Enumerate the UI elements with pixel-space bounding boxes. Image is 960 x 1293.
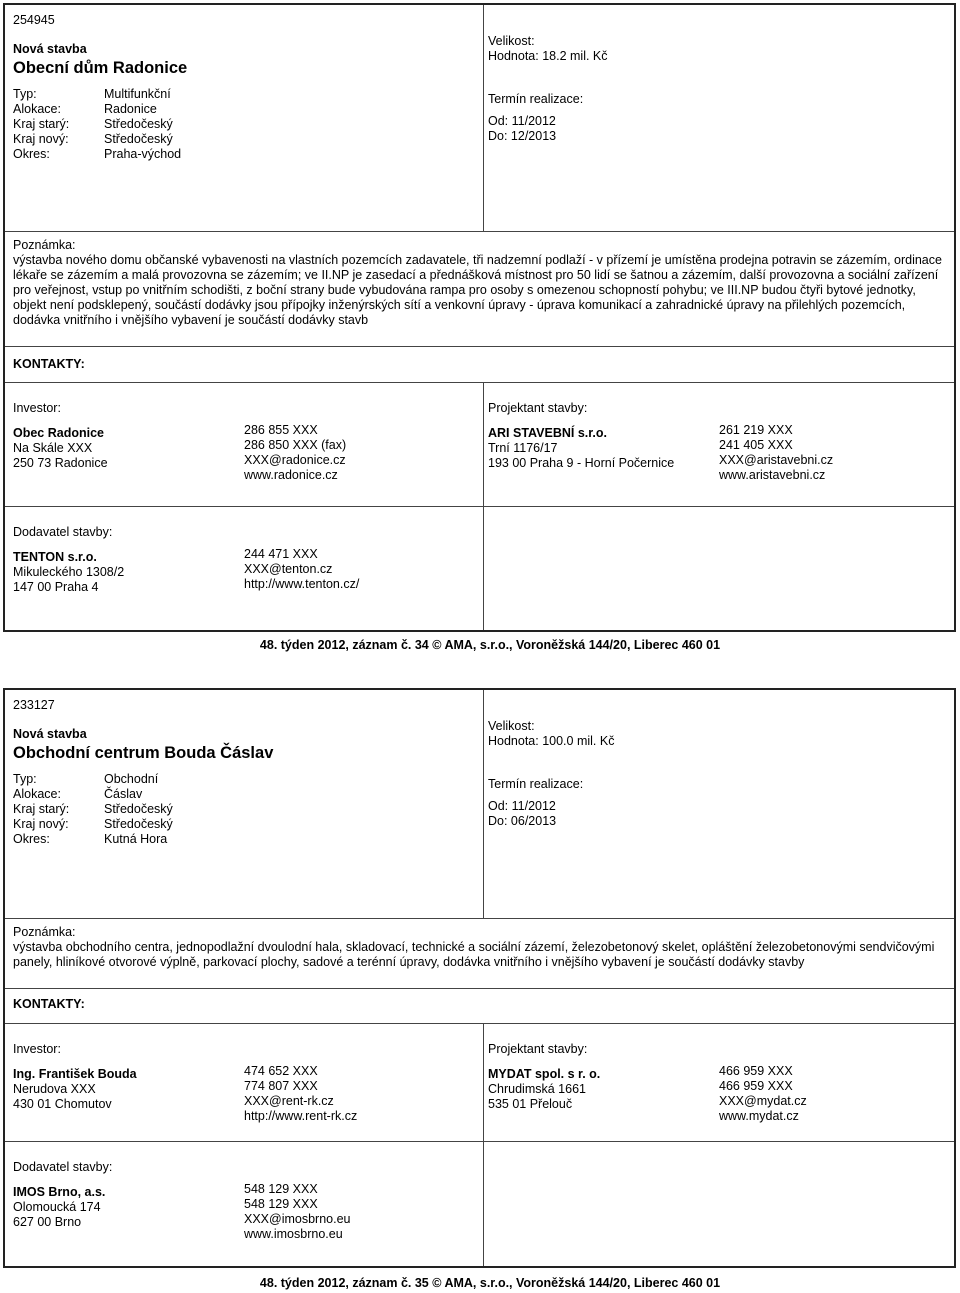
empty-cell (484, 1142, 954, 1266)
attribute-value: Středočeský (104, 117, 173, 131)
designer-label: Projektant stavby: (488, 1042, 588, 1056)
designer-address-line: 535 01 Přelouč (488, 1097, 573, 1111)
attribute-key: Alokace: (13, 102, 61, 116)
designer-info-line: 466 959 XXX (719, 1064, 793, 1078)
project-record (3, 688, 956, 1268)
designer-contact (488, 1064, 954, 1124)
term-from: Od: 11/2012 (488, 799, 556, 813)
size-label: Velikost: (488, 719, 535, 733)
investor-address-line: 250 73 Radonice (13, 456, 108, 470)
attribute-value: Středočeský (104, 802, 173, 816)
supplier-name: IMOS Brno, a.s. (13, 1185, 106, 1199)
supplier-info-line: XXX@tenton.cz (244, 562, 333, 576)
designer-label: Projektant stavby: (488, 401, 588, 415)
record-footer: 48. týden 2012, záznam č. 35 © AMA, s.r.o., Voroněžská 144/20, Liberec 460 01 (259, 1276, 721, 1290)
project-kind: Nová stavba (13, 727, 87, 741)
investor-info-line: XXX@rent-rk.cz (244, 1094, 334, 1108)
designer-address-line: Chrudimská 1661 (488, 1082, 586, 1096)
note-text: výstavba obchodního centra, jednopodlažní dvoulodní hala, skladovací, technické a sociální zázemí, železobetonový skelet, opláštění železobetonovými sendvičovými panely, hliníkové otvorové výplně, parkovací plochy, sadové a terénní úpravy, dodávka vnitřního i vnějšího vybavení je součástí dodávky stavby (13, 940, 935, 969)
contacts-header (5, 989, 954, 1024)
project-value: Hodnota: 100.0 mil. Kč (488, 734, 615, 748)
designer-address-line: Trní 1176/17 (488, 441, 558, 455)
designer-contact (488, 423, 954, 483)
attribute-key: Typ: (13, 772, 37, 786)
investor-name: Ing. František Bouda (13, 1067, 137, 1081)
contacts-header (5, 347, 954, 383)
attribute-key: Kraj nový: (13, 132, 69, 146)
attribute-key: Kraj starý: (13, 802, 70, 816)
empty-cell (484, 507, 954, 630)
attribute-row (13, 147, 483, 162)
supplier-contact (13, 547, 483, 595)
note-section (5, 919, 954, 989)
designer-name: MYDAT spol. s r. o. (488, 1067, 601, 1081)
investor-info-line: www.radonice.cz (244, 468, 338, 482)
attribute-row (13, 787, 483, 802)
supplier-info-line: http://www.tenton.cz/ (244, 577, 360, 591)
attribute-value: Kutná Hora (104, 832, 168, 846)
project-kind: Nová stavba (13, 42, 87, 56)
contacts-row (5, 383, 954, 507)
attribute-key: Kraj starý: (13, 117, 70, 131)
term-label: Termín realizace: (488, 777, 584, 791)
term-label: Termín realizace: (488, 92, 584, 106)
attribute-value: Obchodní (104, 772, 159, 786)
designer-info-line: XXX@mydat.cz (719, 1094, 807, 1108)
designer-info-line: www.mydat.cz (719, 1109, 799, 1123)
attribute-key: Okres: (13, 147, 50, 161)
supplier-address-line: 627 00 Brno (13, 1215, 82, 1229)
supplier-row (5, 1142, 954, 1266)
project-title: Obchodní centrum Bouda Čáslav (13, 744, 274, 762)
designer-address-line: 193 00 Praha 9 - Horní Počernice (488, 456, 675, 470)
supplier-info-line: 548 129 XXX (244, 1182, 318, 1196)
investor-label: Investor: (13, 401, 61, 415)
attribute-row (13, 802, 483, 817)
note-section (5, 232, 954, 347)
supplier-address-line: 147 00 Praha 4 (13, 580, 99, 594)
project-value: Hodnota: 18.2 mil. Kč (488, 49, 608, 63)
investor-info-line: 474 652 XXX (244, 1064, 318, 1078)
attribute-value: Radonice (104, 102, 157, 116)
investor-address-line: Nerudova XXX (13, 1082, 96, 1096)
term-to: Do: 12/2013 (488, 129, 557, 143)
project-id: 233127 (13, 698, 55, 712)
note-text: výstavba nového domu občanské vybavenosti na vlastních pozemcích zadavatele, tři nadzemní podlaží - v přízemí je umístěna prodejna potravin se zázemím, ordinace lékaře se zázemím a malá provozovna se zázemím; ve II.NP je zasedací a přednášková místnost pro 50 lidí se šatnou a zázemím, další provozovna a sociální zařízení pro veřejnost, vstup po vnitřním schodišti, z boční strany bude vybudována rampa pro osoby s omezenou schopností pohybu; ve III.NP budou čtyři bytové jednotky, objekt není podsklepený, součástí dodávky jsou přípojky inženýrských sítí a venkovní úpravy - úprava komunikací a zahradnické úpravy na přilehlých pozemcích, dodávka vnitřního i vnějšího vybavení je součástí dodávky stavb (13, 253, 942, 327)
supplier-info-line: 548 129 XXX (244, 1197, 318, 1211)
attribute-row (13, 772, 483, 787)
project-header (5, 690, 954, 919)
supplier-row (5, 507, 954, 630)
investor-address-line: Na Skále XXX (13, 441, 93, 455)
supplier-info-line: www.imosbrno.eu (244, 1227, 343, 1241)
investor-name: Obec Radonice (13, 426, 104, 440)
note-label: Poznámka: (13, 238, 76, 252)
project-id: 254945 (13, 13, 55, 27)
attribute-row (13, 832, 483, 847)
investor-info-line: 774 807 XXX (244, 1079, 318, 1093)
attribute-row (13, 817, 483, 832)
project-header (5, 5, 954, 232)
investor-address-line: 430 01 Chomutov (13, 1097, 112, 1111)
supplier-info-line: XXX@imosbrno.eu (244, 1212, 351, 1226)
note-label: Poznámka: (13, 925, 76, 939)
supplier-contact (13, 1182, 483, 1242)
designer-name: ARI STAVEBNÍ s.r.o. (488, 426, 608, 440)
investor-info-line: 286 855 XXX (244, 423, 318, 437)
supplier-address-line: Mikuleckého 1308/2 (13, 565, 125, 579)
investor-info-line: 286 850 XXX (fax) (244, 438, 347, 452)
contacts-label: KONTAKTY: (13, 357, 85, 371)
attribute-key: Typ: (13, 87, 37, 101)
investor-contact (13, 1064, 483, 1124)
designer-info-line: 261 219 XXX (719, 423, 793, 437)
attribute-value: Praha-východ (104, 147, 182, 161)
supplier-name: TENTON s.r.o. (13, 550, 97, 564)
attribute-key: Okres: (13, 832, 50, 846)
supplier-address-line: Olomoucká 174 (13, 1200, 101, 1214)
investor-label: Investor: (13, 1042, 61, 1056)
size-label: Velikost: (488, 34, 535, 48)
attribute-value: Středočeský (104, 132, 173, 146)
attribute-row (13, 132, 483, 147)
contacts-label: KONTAKTY: (13, 997, 85, 1011)
investor-info-line: http://www.rent-rk.cz (244, 1109, 358, 1123)
project-record (3, 3, 956, 632)
supplier-info-line: 244 471 XXX (244, 547, 318, 561)
attribute-key: Alokace: (13, 787, 61, 801)
attribute-value: Čáslav (104, 787, 143, 801)
designer-info-line: XXX@aristavebni.cz (719, 453, 834, 467)
record-footer: 48. týden 2012, záznam č. 34 © AMA, s.r.o., Voroněžská 144/20, Liberec 460 01 (259, 638, 721, 652)
attribute-key: Kraj nový: (13, 817, 69, 831)
supplier-label: Dodavatel stavby: (13, 525, 113, 539)
attribute-value: Multifunkční (104, 87, 171, 101)
attribute-row (13, 87, 483, 102)
term-to: Do: 06/2013 (488, 814, 557, 828)
supplier-label: Dodavatel stavby: (13, 1160, 113, 1174)
contacts-row (5, 1024, 954, 1142)
designer-info-line: 466 959 XXX (719, 1079, 793, 1093)
term-from: Od: 11/2012 (488, 114, 556, 128)
attribute-row (13, 102, 483, 117)
project-title: Obecní dům Radonice (13, 59, 188, 77)
attribute-row (13, 117, 483, 132)
designer-info-line: www.aristavebni.cz (719, 468, 826, 482)
investor-info-line: XXX@radonice.cz (244, 453, 346, 467)
investor-contact (13, 423, 483, 483)
designer-info-line: 241 405 XXX (719, 438, 793, 452)
attribute-value: Středočeský (104, 817, 173, 831)
